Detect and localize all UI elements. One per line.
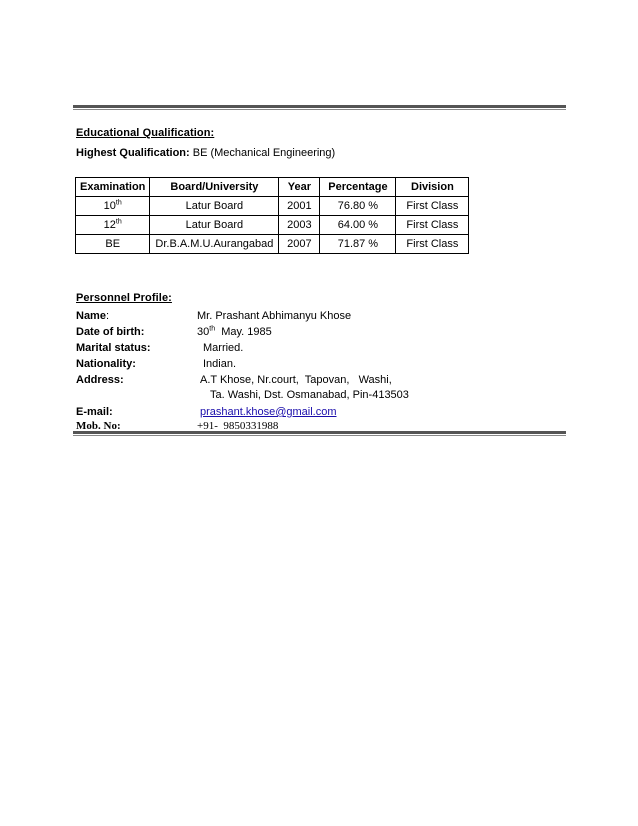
cell-exam: BE (76, 235, 150, 254)
marital-label: Marital status: (76, 342, 151, 354)
cell-exam: 10th (76, 197, 150, 216)
column-header-examination: Examination (76, 178, 150, 197)
top-divider (73, 105, 566, 110)
education-heading: Educational Qualification: (76, 127, 215, 139)
cell-division: First Class (396, 216, 469, 235)
column-header-division: Division (396, 178, 469, 197)
column-header-percentage: Percentage (320, 178, 396, 197)
profile-heading: Personnel Profile: (76, 292, 172, 304)
cell-board: Dr.B.A.M.U.Aurangabad (150, 235, 279, 254)
address-line1: A.T Khose, Nr.court, Tapovan, Washi, (200, 374, 392, 386)
highest-qualification-value: BE (Mechanical Engineering) (189, 147, 336, 159)
cell-year: 2007 (279, 235, 320, 254)
cell-exam: 12th (76, 216, 150, 235)
mobile-value: +91- 9850331988 (197, 420, 279, 432)
table-row (76, 216, 469, 235)
name-value: Mr. Prashant Abhimanyu Khose (197, 310, 352, 322)
dob-label: Date of birth: (76, 326, 145, 338)
mobile-label: Mob. No: (76, 420, 121, 432)
nationality-label: Nationality: (76, 358, 136, 370)
cell-year: 2001 (279, 197, 320, 216)
table-row (76, 197, 469, 216)
email-link[interactable]: prashant.khose@gmail.com (200, 406, 337, 418)
cell-board: Latur Board (150, 197, 279, 216)
name-label: Name: (76, 310, 110, 322)
table-header-row (76, 178, 469, 197)
cell-division: First Class (396, 197, 469, 216)
nationality-value: Indian. (203, 358, 237, 370)
cell-percentage: 64.00 % (320, 216, 396, 235)
highest-qualification (76, 147, 335, 159)
email-label: E-mail: (76, 406, 113, 418)
column-header-board: Board/University (150, 178, 279, 197)
cell-board: Latur Board (150, 216, 279, 235)
marital-value: Married. (203, 342, 244, 354)
highest-qualification-label: Highest Qualification: (76, 147, 190, 159)
dob-value: 30th May. 1985 (197, 325, 272, 338)
cell-division: First Class (396, 235, 469, 254)
address-line2: Ta. Washi, Dst. Osmanabad, Pin-413503 (210, 389, 409, 401)
cell-percentage: 76.80 % (320, 197, 396, 216)
cell-year: 2003 (279, 216, 320, 235)
cell-percentage: 71.87 % (320, 235, 396, 254)
table-row (76, 235, 469, 254)
column-header-year: Year (279, 178, 320, 197)
bottom-divider (73, 431, 566, 436)
address-label: Address: (76, 374, 124, 386)
education-table (75, 177, 469, 254)
